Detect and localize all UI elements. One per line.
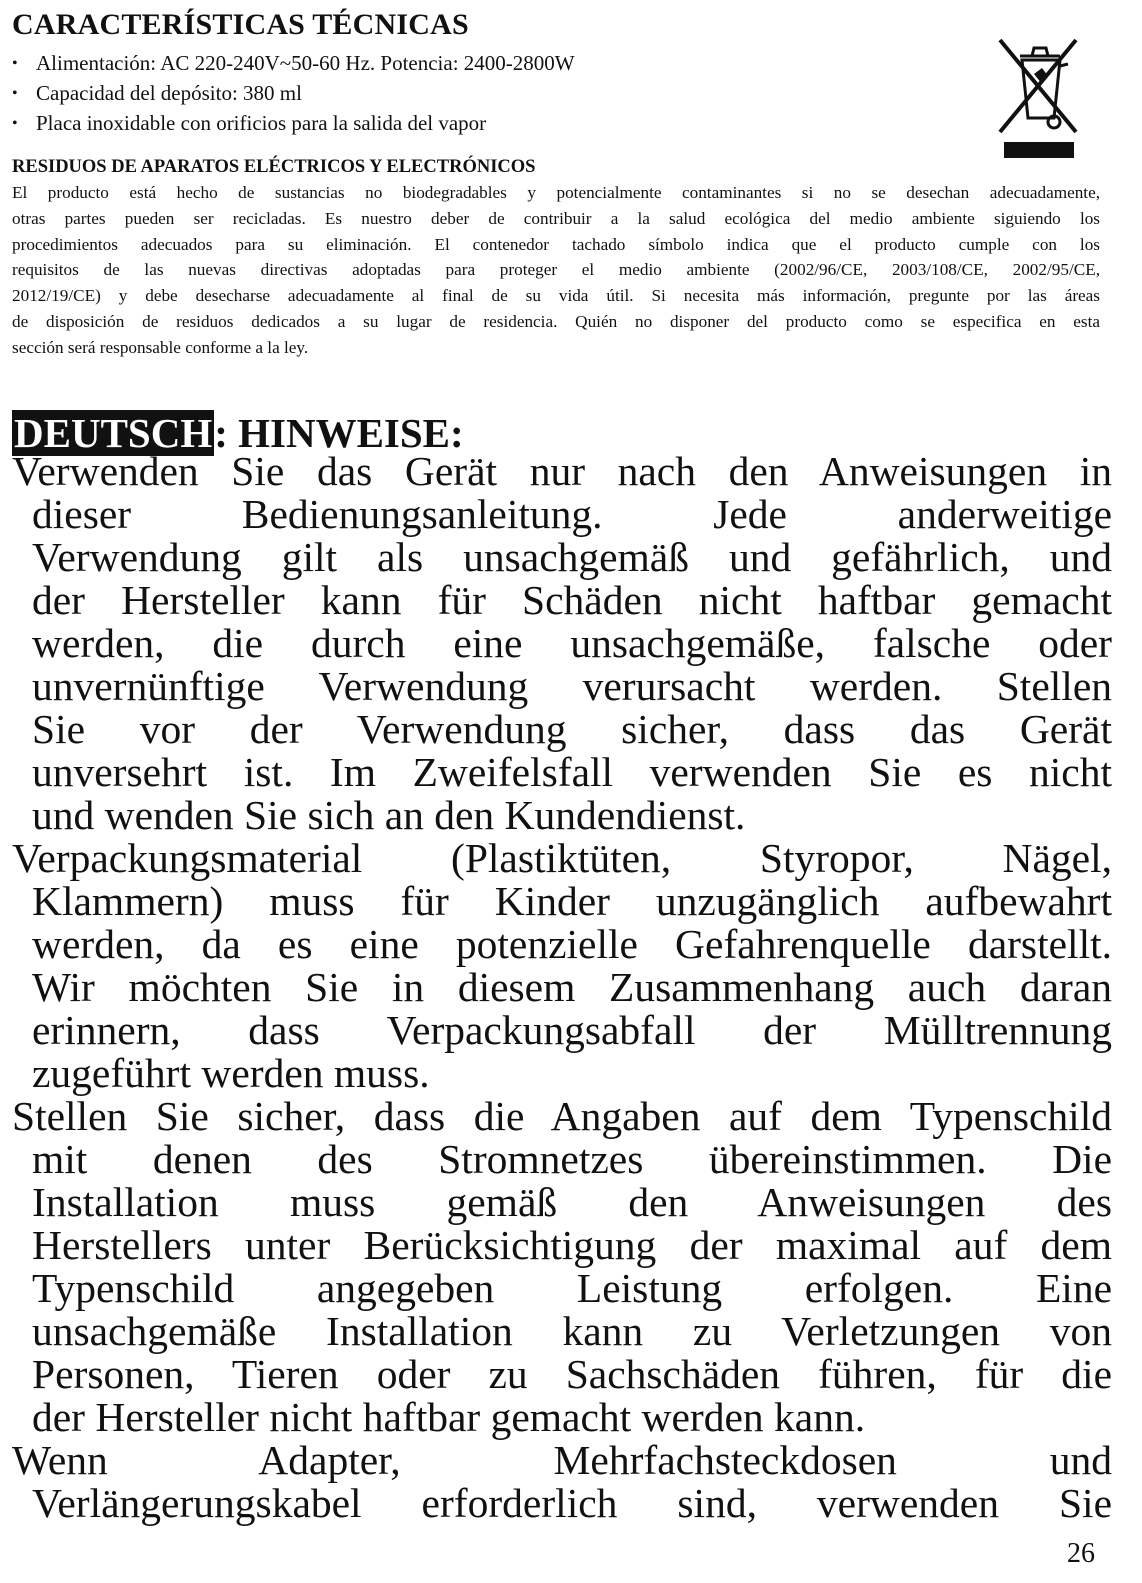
text-line: dieser Bedienungsanleitung. Jede anderweitige <box>32 491 1112 537</box>
spec-item <box>12 78 575 108</box>
text-line: und wenden Sie sich an den Kundendienst. <box>32 792 746 838</box>
text-line: erinnern, dass Verpackungsabfall der Mülltrennung <box>32 1007 1112 1053</box>
text-line: Wir möchten Sie in diesem Zusammenhang auch daran <box>32 964 1112 1010</box>
text-line: unvernünftige Verwendung verursacht werden. Stellen <box>32 663 1112 709</box>
text-line: Verwenden Sie das Gerät nur nach den Anweisungen in <box>12 448 1112 494</box>
crossed-out-wheelie-bin-icon <box>996 34 1080 162</box>
text-line: Installation muss gemäß den Anweisungen des <box>32 1179 1112 1225</box>
text-line: zugeführt werden muss. <box>32 1050 430 1096</box>
text-line: Herstellers unter Berücksichtigung der maximal auf dem <box>32 1222 1112 1268</box>
text-line: Stellen Sie sicher, dass die Angaben auf dem Typenschild <box>12 1093 1112 1139</box>
text-line: der Hersteller kann für Schäden nicht haftbar gemacht <box>32 577 1112 623</box>
note-paragraph <box>12 1095 1112 1439</box>
weee-section-text <box>12 180 1100 361</box>
text-line: sección será responsable conforme a la ley. <box>12 337 309 357</box>
text-line: werden, die durch eine unsachgemäße, falsche oder <box>32 620 1112 666</box>
text-line: Verpackungsmaterial (Plastiktüten, Styropor, Nägel, <box>12 835 1112 881</box>
note-paragraph <box>12 450 1112 837</box>
text-line: Personen, Tieren oder zu Sachschäden führen, für die <box>32 1351 1112 1397</box>
spec-item-text: Placa inoxidable con orificios para la salida del vapor <box>36 111 487 135</box>
text-line: Klammern) muss für Kinder unzugänglich aufbewahrt <box>32 878 1112 924</box>
text-line: Verwendung gilt als unsachgemäß und gefährlich, und <box>32 534 1112 580</box>
page-number: 26 <box>1067 1538 1095 1569</box>
spec-item-text: Capacidad del depósito: 380 ml <box>36 81 302 105</box>
text-line: Typenschild angegeben Leistung erfolgen. Eine <box>32 1265 1112 1311</box>
note-paragraph <box>12 1439 1112 1525</box>
text-line: der Hersteller nicht haftbar gemacht werden kann. <box>32 1394 866 1440</box>
text-line: werden, da es eine potenzielle Gefahrenquelle darstellt. <box>32 921 1112 967</box>
german-notes-body <box>12 450 1112 1525</box>
text-line: El producto está hecho de sustancias no biodegradables y potencialmente contaminantes si no se desechan adecuadamente, <box>12 183 1100 202</box>
weee-section-title: RESIDUOS DE APARATOS ELÉCTRICOS Y ELECTRÓNICOS <box>12 157 536 177</box>
text-line: Wenn Adapter, Mehrfachsteckdosen und <box>12 1437 1112 1483</box>
text-line: de disposición de residuos dedicados a su lugar de residencia. Quién no disponer del producto como se especifica en esta <box>12 311 1100 331</box>
bullet-icon: • <box>12 55 18 72</box>
text-line: otras partes pueden ser recicladas. Es nuestro deber de contribuir a la salud ecológica del medio ambiente siguiendo los <box>12 208 1100 228</box>
note-paragraph <box>12 837 1112 1095</box>
spec-item-text: Alimentación: AC 220-240V~50-60 Hz. Potencia: 2400-2800W <box>36 51 575 75</box>
text-line: procedimientos adecuados para su eliminación. El contenedor tachado símbolo indica que el producto cumple con los <box>12 234 1100 254</box>
text-line: requisitos de las nuevas directivas adoptadas para proteger el medio ambiente (2002/96/CE, 2003/108/CE, 2002/95/CE, <box>12 260 1100 280</box>
text-line: mit denen des Stromnetzes übereinstimmen. Die <box>32 1136 1112 1182</box>
text-line: unversehrt ist. Im Zweifelsfall verwenden Sie es nicht <box>32 749 1112 795</box>
spec-item <box>12 108 575 138</box>
language-label: DEUTSCH <box>14 410 213 456</box>
spec-item <box>12 48 575 78</box>
technical-specs-title: CARACTERÍSTICAS TÉCNICAS <box>12 8 469 41</box>
technical-specs-list <box>12 48 575 138</box>
text-line: Verlängerungskabel erforderlich sind, verwenden Sie <box>32 1480 1112 1526</box>
text-line: Sie vor der Verwendung sicher, dass das Gerät <box>32 706 1112 752</box>
heading-text: : HINWEISE: <box>214 410 464 456</box>
text-line: 2012/19/CE) y debe desecharse adecuadamente al final de su vida útil. Si necesita más información, pregunte por las áreas <box>12 286 1100 306</box>
text-line: unsachgemäße Installation kann zu Verletzungen von <box>32 1308 1112 1354</box>
bullet-icon: • <box>12 85 18 102</box>
bullet-icon: • <box>12 115 18 132</box>
